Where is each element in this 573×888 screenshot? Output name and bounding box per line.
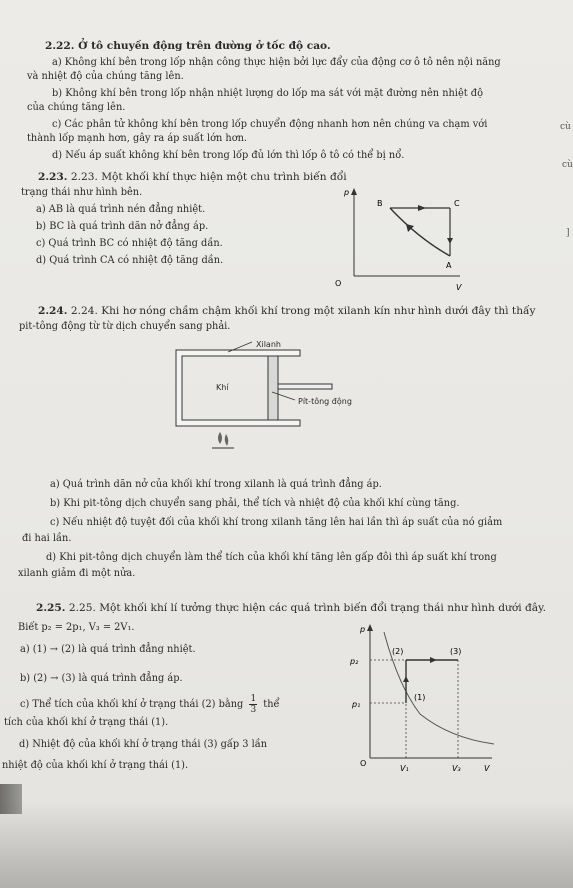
arrow-ab-icon — [406, 224, 414, 232]
v3-tick-label: V₃ — [452, 764, 461, 773]
problem-2-24-b: b) Khi pit-tông dịch chuyển sang phải, thể tích và nhiệt độ của khối khí cùng tăng. — [50, 498, 460, 509]
state-2-label: (2) — [392, 647, 404, 656]
cylinder-figure — [160, 334, 370, 452]
p-axis-arrow-icon — [367, 624, 373, 631]
edge-fragment-3: ] — [566, 228, 570, 238]
bottom-shadow — [0, 800, 573, 888]
point-a-label: A — [446, 261, 452, 270]
arrow-bc-icon — [418, 205, 426, 211]
problem-2-24-intro-line1: 2.24. 2.24. Khi hơ nóng chầm chậm khối khí trong một xilanh kín như hình dưới đây thì thấy — [38, 305, 536, 317]
p1-tick-label: p₁ — [352, 700, 361, 709]
flame-icon-2 — [225, 434, 229, 446]
cylinder-label: Xilanh — [256, 340, 281, 349]
edge-fragment-2: cù — [562, 160, 573, 170]
p2-tick-label: p₂ — [350, 657, 359, 666]
problem-2-22-a-line2: và nhiệt độ của chúng tăng lên. — [27, 71, 184, 82]
flame-icon — [218, 432, 222, 444]
problem-2-22-b-line2: của chúng tăng lên. — [27, 102, 126, 113]
edge-fragment-1: cù — [560, 122, 571, 132]
v-axis-label: V — [484, 764, 490, 773]
piston-rod — [278, 384, 332, 389]
problem-2-23-b: b) BC là quá trình dãn nở đẳng áp. — [36, 221, 209, 232]
state-1-label: (1) — [414, 693, 426, 702]
pv-cycle-graph — [332, 186, 482, 294]
problem-2-25-intro: 2.25. 2.25. Một khối khí lí tưởng thực hiện các quá trình biến đổi trạng thái như hình dưới đây. — [36, 602, 547, 614]
problem-2-24-c-line1: c) Nếu nhiệt độ tuyệt đối của khối khí trong xilanh tăng lên hai lần thì áp suất của nó giảm — [50, 517, 503, 528]
problem-2-24-a: a) Quá trình dãn nở của khối khí trong xilanh là quá trình đẳng áp. — [50, 479, 382, 490]
arrow-ca-icon — [447, 238, 453, 244]
problem-2-25-d-line1: d) Nhiệt độ của khối khí ở trạng thái (3) gấp 3 lần — [19, 739, 268, 750]
problem-2-22-intro: 2.22. Ở tô chuyền động trên đường ở tốc độ cao. — [45, 40, 331, 52]
problem-2-22-c-line2: thành lốp mạnh hơn, gây ra áp suất lớn hơn. — [27, 133, 248, 144]
problem-2-23-a: a) AB là quá trình nén đẳng nhiệt. — [36, 204, 206, 215]
origin-label: O — [360, 759, 367, 768]
problem-2-23-intro-line1: 2.23. 2.23. Một khối khí thực hiện một chu trình biến đổi — [38, 171, 347, 183]
problem-2-25-b: b) (2) → (3) là quá trình đẳng áp. — [20, 673, 183, 684]
problem-2-25-c-line2: tích của khối khí ở trạng thái (1). — [4, 717, 169, 728]
curve-ab — [390, 208, 450, 256]
p-axis-label: p — [360, 625, 366, 634]
gas-label: Khí — [216, 383, 229, 392]
v-axis-label: V — [456, 283, 462, 292]
problem-2-22-a-line1: a) Không khí bên trong lốp nhận công thực hiện bởi lực đẩy của động cơ ô tô nên nội năng — [52, 57, 501, 68]
pv-process-graph — [340, 620, 500, 775]
problem-2-23-d: d) Quá trình CA có nhiệt độ tăng dần. — [36, 255, 224, 266]
problem-2-25-d-line2: nhiệt độ của khối khí ở trạng thái (1). — [2, 760, 189, 771]
p-axis-arrow-icon — [351, 188, 357, 195]
problem-2-24-c-line2: đi hai lần. — [22, 533, 72, 544]
origin-label: O — [335, 279, 342, 288]
v1-tick-label: V₁ — [400, 764, 409, 773]
problem-2-24-intro-line2: pit-tông động từ từ dịch chuyển sang phải. — [19, 321, 231, 332]
problem-2-24-d-line2: xilanh giảm đi một nửa. — [18, 568, 136, 579]
piston-head — [268, 356, 278, 420]
problem-2-22-c-line1: c) Các phân tử không khí bên trong lốp chuyển động nhanh hơn nên chúng va chạm với — [52, 119, 488, 130]
p-axis-label: p — [344, 188, 350, 197]
fraction-one-third: $\frac{1}{3}$ — [250, 694, 257, 715]
problem-2-25-a: a) (1) → (2) là quá trình đẳng nhiệt. — [20, 644, 196, 655]
problem-2-25-c-line1: c) Thể tích của khối khí ở trạng thái (2) bằng $\frac{1}{3}$ thể — [20, 694, 280, 715]
arrow-1-2-icon — [403, 676, 409, 682]
problem-2-22-b-line1: b) Không khí bên trong lốp nhận nhiệt lượng do lốp ma sát với mặt đường nên nhiệt độ — [52, 88, 483, 99]
point-c-label: C — [454, 199, 460, 208]
problem-2-22-d: d) Nếu áp suất không khí bên trong lốp đủ lớn thì lốp ô tô có thể bị nổ. — [52, 150, 405, 161]
arrow-2-3-icon — [430, 657, 437, 663]
piston-label: Pít-tông động — [298, 397, 352, 406]
point-b-label: B — [377, 199, 383, 208]
problem-2-23-c: c) Quá trình BC có nhiệt độ tăng dần. — [36, 238, 223, 249]
problem-2-24-d-line1: d) Khi pit-tông dịch chuyển làm thể tích của khối khí tăng lên gấp đôi thì áp suất khí trong — [46, 552, 497, 563]
state-3-label: (3) — [450, 647, 462, 656]
problem-2-25-given: Biết p₂ = 2p₁, V₃ = 2V₁. — [18, 622, 135, 633]
problem-2-23-intro-line2: trạng thái như hình bên. — [21, 187, 143, 198]
